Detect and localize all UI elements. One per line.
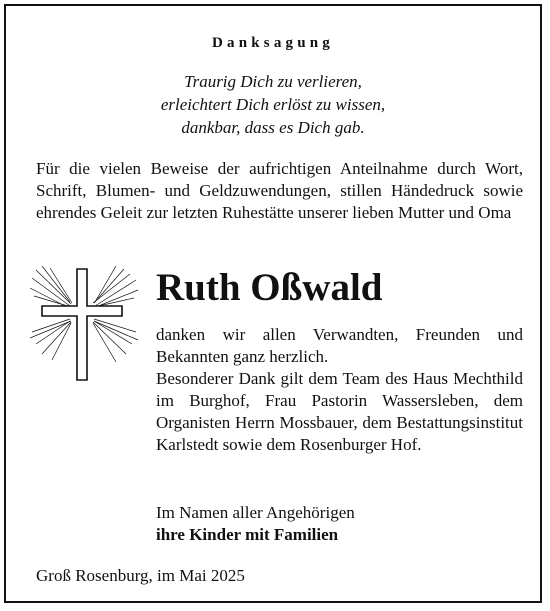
thanks-general: danken wir allen Verwandten, Freunden und Bekannten ganz herzlich. [156,325,523,366]
signature [156,502,523,546]
signature-line: Im Namen aller Angehörigen [156,503,355,522]
poem [6,70,540,139]
radiant-cross-icon [30,266,140,382]
thanks-special: Besonderer Dank gilt dem Team des Haus Mechthild im Burghof, Frau Pastorin Wassersleben, dem Organisten Herrn Mossbauer, dem Bestattungsinstitut Karlstedt sowie dem Rosenburger Hof. [156,369,523,454]
deceased-name: Ruth Oßwald [156,266,383,309]
poem-line: erleichtert Dich erlöst zu wissen, [160,95,386,114]
intro-paragraph: Für die vielen Beweise der aufrichtigen Anteilnahme durch Wort, Schrift, Blumen- und Geldzuwendungen, stillen Händedruck sowie ehrendes Geleit zur letzten Ruhestätte unserer lieben Mutter und Oma [36,159,523,222]
poem-line: dankbar, dass es Dich gab. [181,118,365,137]
notice-title: Danksagung [211,35,335,51]
poem-line: Traurig Dich zu verlieren, [184,72,362,91]
signature-names: ihre Kinder mit Familien [156,525,339,544]
obituary-notice [4,4,542,603]
place-date: Groß Rosenburg, im Mai 2025 [36,566,245,585]
